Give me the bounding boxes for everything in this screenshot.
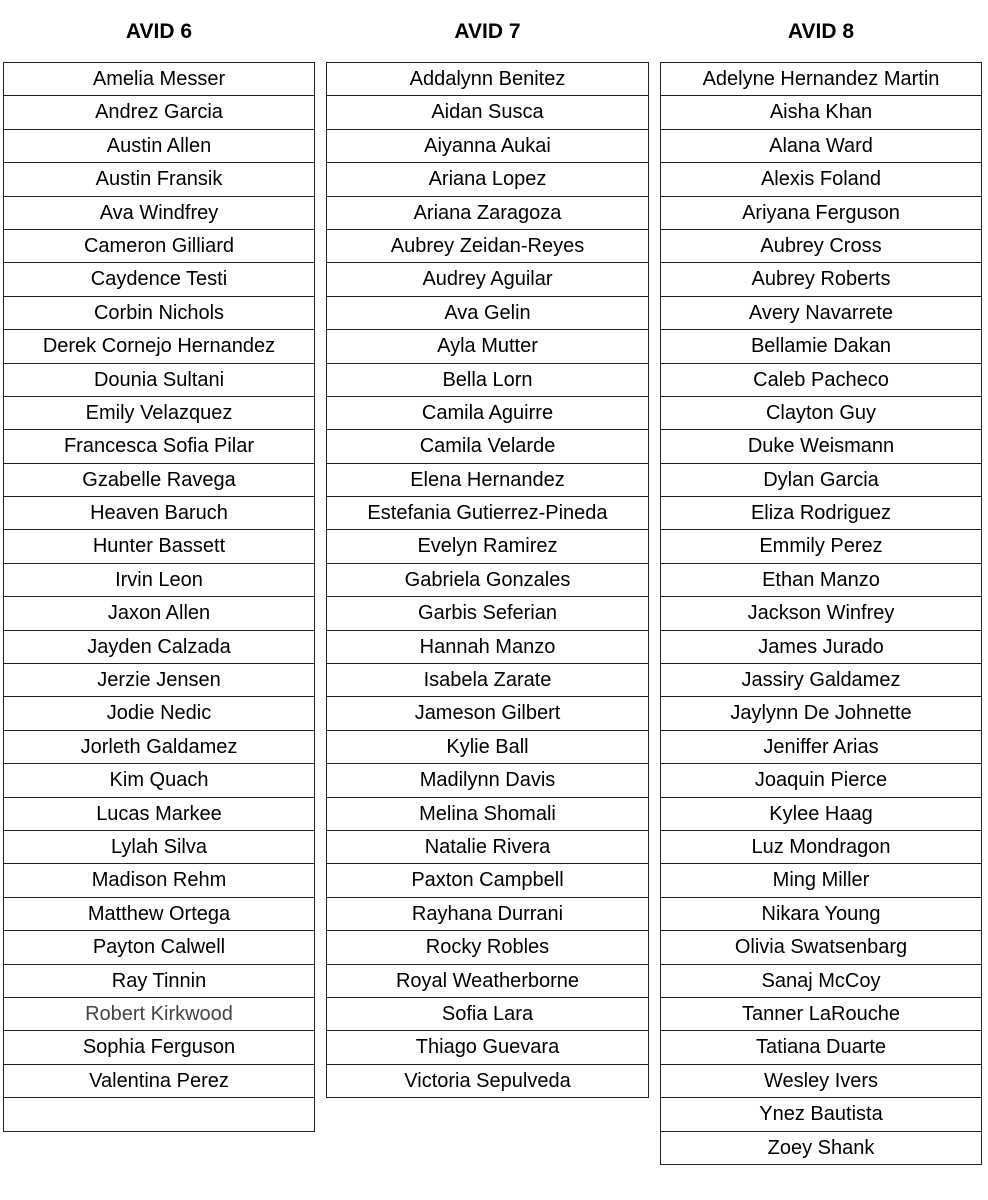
- name-cell: Lylah Silva: [4, 831, 314, 864]
- name-cell: Royal Weatherborne: [327, 965, 648, 998]
- name-cell: Rocky Robles: [327, 931, 648, 964]
- name-cell: Nikara Young: [661, 898, 981, 931]
- name-cell: Emmily Perez: [661, 530, 981, 563]
- name-cell: Camila Velarde: [327, 430, 648, 463]
- name-cell: Dylan Garcia: [661, 464, 981, 497]
- name-cell: Melina Shomali: [327, 798, 648, 831]
- name-cell: Tatiana Duarte: [661, 1031, 981, 1064]
- name-cell: Irvin Leon: [4, 564, 314, 597]
- name-cell: Jorleth Galdamez: [4, 731, 314, 764]
- name-cell: Dounia Sultani: [4, 364, 314, 397]
- name-cell: Heaven Baruch: [4, 497, 314, 530]
- name-cell: Payton Calwell: [4, 931, 314, 964]
- name-cell: Emily Velazquez: [4, 397, 314, 430]
- avid-8-list: [660, 62, 982, 1165]
- name-cell: Jameson Gilbert: [327, 697, 648, 730]
- avid-7-column: [326, 0, 649, 1098]
- name-cell: Ayla Mutter: [327, 330, 648, 363]
- name-cell: Aubrey Roberts: [661, 263, 981, 296]
- name-cell: Adelyne Hernandez Martin: [661, 63, 981, 96]
- name-cell: Zoey Shank: [661, 1132, 981, 1165]
- name-cell: Jaylynn De Johnette: [661, 697, 981, 730]
- name-cell: Addalynn Benitez: [327, 63, 648, 96]
- name-cell: Rayhana Durrani: [327, 898, 648, 931]
- avid-6-title: AVID 6: [125, 20, 193, 43]
- name-cell: Lucas Markee: [4, 798, 314, 831]
- name-cell: Joaquin Pierce: [661, 764, 981, 797]
- name-cell: Madison Rehm: [4, 864, 314, 897]
- name-cell: Ariana Zaragoza: [327, 197, 648, 230]
- name-cell: Gzabelle Ravega: [4, 464, 314, 497]
- name-cell: Gabriela Gonzales: [327, 564, 648, 597]
- name-cell: Sofia Lara: [327, 998, 648, 1031]
- avid-8-title: AVID 8: [787, 20, 855, 43]
- avid-6-column: [3, 0, 315, 1132]
- name-cell: Alexis Foland: [661, 163, 981, 196]
- name-cell: Caydence Testi: [4, 263, 314, 296]
- name-cell: Sanaj McCoy: [661, 965, 981, 998]
- name-cell: Avery Navarrete: [661, 297, 981, 330]
- name-cell: Hannah Manzo: [327, 631, 648, 664]
- name-cell: Kylie Ball: [327, 731, 648, 764]
- name-cell: Aubrey Cross: [661, 230, 981, 263]
- avid-7-title: AVID 7: [454, 20, 521, 43]
- name-cell: Cameron Gilliard: [4, 230, 314, 263]
- name-cell: Austin Allen: [4, 130, 314, 163]
- name-cell: Victoria Sepulveda: [327, 1065, 648, 1098]
- name-cell: Ava Gelin: [327, 297, 648, 330]
- name-cell: Jackson Winfrey: [661, 597, 981, 630]
- name-cell: Jeniffer Arias: [661, 731, 981, 764]
- name-cell: Ming Miller: [661, 864, 981, 897]
- name-cell: Aisha Khan: [661, 96, 981, 129]
- name-cell: Aubrey Zeidan-Reyes: [327, 230, 648, 263]
- name-cell: Evelyn Ramirez: [327, 530, 648, 563]
- name-cell: Amelia Messer: [4, 63, 314, 96]
- name-cell: Thiago Guevara: [327, 1031, 648, 1064]
- avid-6-list: [3, 62, 315, 1132]
- name-cell: Sophia Ferguson: [4, 1031, 314, 1064]
- name-cell: Wesley Ivers: [661, 1065, 981, 1098]
- name-cell: Camila Aguirre: [327, 397, 648, 430]
- name-cell: Kim Quach: [4, 764, 314, 797]
- name-cell: Austin Fransik: [4, 163, 314, 196]
- name-cell: Clayton Guy: [661, 397, 981, 430]
- name-cell: Tanner LaRouche: [661, 998, 981, 1031]
- name-cell: Madilynn Davis: [327, 764, 648, 797]
- name-cell: Jassiry Galdamez: [661, 664, 981, 697]
- name-cell: Ynez Bautista: [661, 1098, 981, 1131]
- name-cell: Audrey Aguilar: [327, 263, 648, 296]
- name-cell: Aiyanna Aukai: [327, 130, 648, 163]
- name-cell: Paxton Campbell: [327, 864, 648, 897]
- name-cell: Garbis Seferian: [327, 597, 648, 630]
- name-cell: Caleb Pacheco: [661, 364, 981, 397]
- name-cell: Olivia Swatsenbarg: [661, 931, 981, 964]
- name-cell: Eliza Rodriguez: [661, 497, 981, 530]
- name-cell: Duke Weismann: [661, 430, 981, 463]
- name-cell: Natalie Rivera: [327, 831, 648, 864]
- name-cell: James Jurado: [661, 631, 981, 664]
- name-cell: Francesca Sofia Pilar: [4, 430, 314, 463]
- name-cell: Bellamie Dakan: [661, 330, 981, 363]
- name-cell: Jayden Calzada: [4, 631, 314, 664]
- name-cell: Jaxon Allen: [4, 597, 314, 630]
- name-cell: [4, 1098, 314, 1131]
- name-cell: Bella Lorn: [327, 364, 648, 397]
- avid-7-list: [326, 62, 649, 1098]
- name-cell: Isabela Zarate: [327, 664, 648, 697]
- name-cell: Valentina Perez: [4, 1065, 314, 1098]
- name-cell: Estefania Gutierrez-Pineda: [327, 497, 648, 530]
- name-cell: Jerzie Jensen: [4, 664, 314, 697]
- name-cell: Luz Mondragon: [661, 831, 981, 864]
- name-cell: Robert Kirkwood: [4, 998, 314, 1031]
- name-cell: Kylee Haag: [661, 798, 981, 831]
- name-cell: Corbin Nichols: [4, 297, 314, 330]
- name-cell: Elena Hernandez: [327, 464, 648, 497]
- name-cell: Derek Cornejo Hernandez: [4, 330, 314, 363]
- name-cell: Hunter Bassett: [4, 530, 314, 563]
- name-cell: Jodie Nedic: [4, 697, 314, 730]
- name-cell: Ray Tinnin: [4, 965, 314, 998]
- name-cell: Matthew Ortega: [4, 898, 314, 931]
- name-cell: Ethan Manzo: [661, 564, 981, 597]
- name-cell: Ariyana Ferguson: [661, 197, 981, 230]
- name-cell: Andrez Garcia: [4, 96, 314, 129]
- name-cell: Ava Windfrey: [4, 197, 314, 230]
- avid-8-column: [660, 0, 982, 1165]
- name-cell: Ariana Lopez: [327, 163, 648, 196]
- name-cell: Alana Ward: [661, 130, 981, 163]
- name-cell: Aidan Susca: [327, 96, 648, 129]
